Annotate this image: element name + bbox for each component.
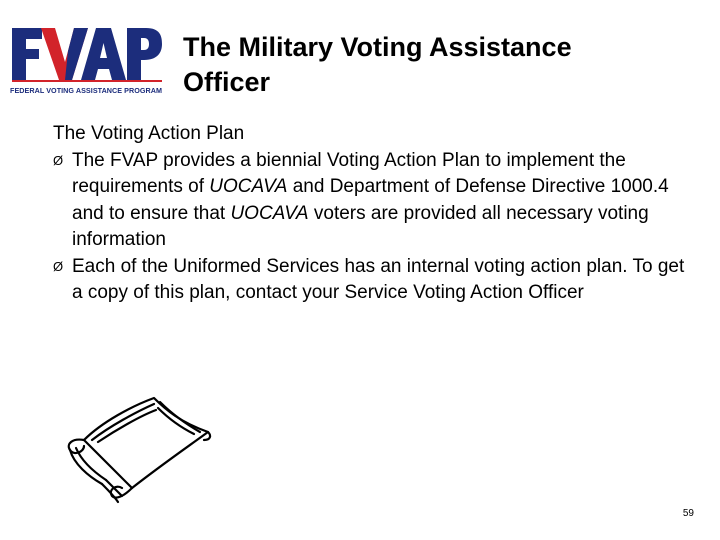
slide-title [183,30,703,100]
bullet-item-2 [53,254,693,307]
arrow-bullet-icon: Ø [53,258,64,274]
slide-title-line2: Officer [183,67,271,97]
bullet-1-emphasis-b: UOCAVA [230,202,309,224]
arrow-bullet-icon: Ø [53,152,64,168]
bullet-1-emphasis-a: UOCAVA [209,176,288,197]
bullet-1-text-a: The FVAP provides a biennial Voting Action Plan to implement the requirements of [72,149,626,197]
logo-tagline: FEDERAL VOTING ASSISTANCE PROGRAM [10,86,163,95]
slide-body [53,121,693,307]
bullet-list [53,148,693,307]
bullet-1-text-c: voters are provided all necessary voting information [72,202,649,250]
bullet-item-1 [53,148,693,254]
scroll-icon [62,392,222,504]
fvap-logo [8,22,163,102]
bullet-1-text-b: and Department of Defense Directive 1000.4 and to ensure that [72,176,669,224]
section-heading: The Voting Action Plan [53,123,245,144]
slide-title-line1: The Military Voting Assistance [183,32,572,62]
fvap-wordmark [8,22,163,84]
page-number: 59 [682,508,694,519]
bullet-2-text: Each of the Uniformed Services has an internal voting action plan. To get a copy of this plan, contact your Service Voting Action Officer [72,255,685,303]
